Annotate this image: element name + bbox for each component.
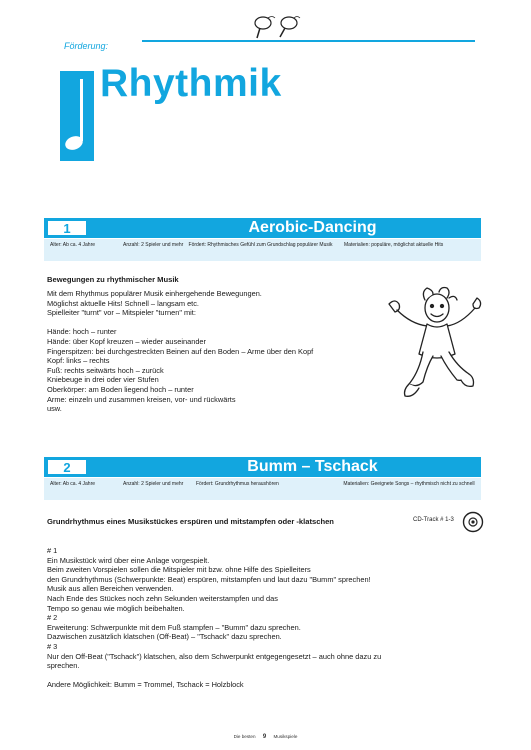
page-footer — [0, 734, 531, 740]
section-2-title: Bumm – Tschack — [247, 458, 378, 475]
category-label: Förderung: — [64, 41, 109, 51]
body-line: Oberkörper: am Boden liegend hoch – runter — [47, 384, 194, 394]
body-line: Andere Möglichkeit: Bumm = Trommel, Tschack = Holzblock — [47, 680, 244, 690]
body-line: usw. — [47, 404, 62, 414]
body-line: Möglichst aktuelle Hits! Schnell – langsam etc. — [47, 298, 199, 308]
body-line: Ein Musikstück wird über eine Anlage vorgespielt. — [47, 555, 210, 565]
section-2-number: 2 — [47, 459, 87, 475]
meta-players: Anzahl: 2 Spieler und mehr — [123, 242, 184, 248]
body-line: Fingerspitzen: bei durchgestreckten Beinen auf den Boden – Arme über den Kopf — [47, 346, 314, 356]
section-2-banner — [44, 457, 481, 477]
body-line: Spielleiter "turnt" vor – Mitspieler "turnen" mit: — [47, 308, 196, 318]
body-line: Dazwischen zusätzlich klatschen (Off-Beat) – "Tschack" dazu sprechen. — [47, 632, 282, 642]
body-line: Kniebeuge in drei oder vier Stufen — [47, 375, 159, 385]
page-title: Rhythmik — [100, 62, 282, 105]
section-1-meta — [44, 239, 481, 261]
body-line: Erweiterung: Schwerpunkte mit dem Fuß stampfen – "Bumm" dazu sprechen. — [47, 622, 301, 632]
body-line: Tempo so genau wie möglich beibehalten. — [47, 603, 185, 613]
dancing-figure-illustration — [387, 286, 485, 400]
music-note-icon — [60, 71, 94, 161]
body-line: den Grundrhythmus (Schwerpunkte: Beat) erspüren, mitstampfen und laut dazu "Bumm" sprechen! — [47, 574, 371, 584]
meta-players: Anzahl: 2 Spieler und mehr — [123, 481, 184, 487]
body-line: Nach Ende des Stückes noch zehn Sekunden weiterstampfen und das — [47, 593, 278, 603]
body-line: Musik aus allen Bereichen verwenden. — [47, 584, 174, 594]
header-rule — [142, 40, 475, 42]
cd-track-label: CD-Track # 1-3 — [413, 517, 454, 523]
meta-promotes: Fördert: Rhythmisches Gefühl zum Grundschlag populärer Musik — [188, 242, 333, 248]
cd-icon — [462, 511, 484, 533]
page-number: 9 — [262, 734, 267, 740]
section-2-meta — [44, 478, 481, 500]
meta-age: Alter: Ab ca. 4 Jahre — [50, 481, 96, 487]
body-line: Nur den Off-Beat ("Tschack") klatschen, also dem Schwerpunkt entgegengesetzt – auch ohne dazu zu — [47, 651, 382, 661]
meta-promotes: Fördert: Grundrhythmus heraushören — [196, 481, 279, 487]
body-line — [47, 671, 381, 681]
meta-materials: Materialien: Geeignete Songs – rhythmisch nicht zu schnell — [343, 481, 475, 487]
meta-age: Alter: Ab ca. 4 Jahre — [50, 242, 96, 248]
section-2-subtitle: Grundrhythmus eines Musikstückes erspüren und mitstampfen oder -klatschen — [47, 517, 334, 526]
section-1-banner — [44, 218, 481, 238]
body-line: # 3 — [47, 641, 58, 651]
body-line: # 2 — [47, 613, 58, 623]
maracas-icon — [248, 14, 304, 40]
body-line: sprechen. — [47, 661, 80, 671]
section-1-body — [47, 289, 313, 414]
footer-left: Die besten — [233, 734, 256, 739]
meta-materials: Materialien: populäre, möglichst aktuelle Hits — [344, 242, 444, 248]
body-line: Beim zweiten Vorspielen sollen die Mitspieler mit bzw. ohne Hilfe des Spielleiters — [47, 565, 311, 575]
footer-right: Musikspiele — [273, 734, 298, 739]
body-line: Arme: einzeln und zusammen kreisen, vor- und rückwärts — [47, 394, 236, 404]
section-2-body — [47, 546, 381, 690]
section-1-title: Aerobic-Dancing — [248, 219, 377, 236]
body-line: Hände: über Kopf kreuzen – wieder auseinander — [47, 336, 207, 346]
body-line: # 1 — [47, 546, 58, 555]
body-line: Hände: hoch – runter — [47, 327, 117, 337]
section-1-number: 1 — [47, 220, 87, 236]
section-1-subtitle: Bewegungen zu rhythmischer Musik — [47, 275, 179, 284]
body-line: Mit dem Rhythmus populärer Musik einhergehende Bewegungen. — [47, 289, 262, 298]
body-line: Fuß: rechts seitwärts hoch – zurück — [47, 365, 164, 375]
body-line — [47, 318, 313, 328]
body-line: Kopf: links – rechts — [47, 356, 110, 366]
